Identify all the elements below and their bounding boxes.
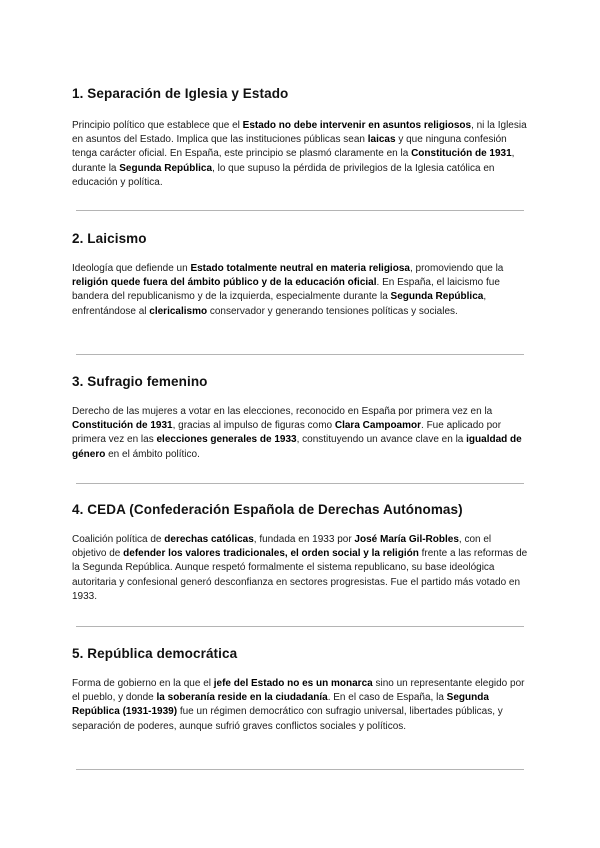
section-separacion-iglesia-estado [72, 86, 528, 190]
body-text: Derecho de las mujeres a votar en las elecciones, reconocido en España por primera vez en la [72, 406, 493, 417]
emphasized-text: José María Gil-Robles [354, 534, 459, 545]
section-sufragio-femenino [72, 374, 528, 462]
section-divider [76, 769, 524, 770]
body-text: , constituyendo un avance clave en la [296, 434, 467, 446]
section-body [72, 119, 528, 190]
emphasized-text: la soberanía reside en la ciudadanía [156, 692, 328, 704]
body-text: conservador y generando tensiones políticas y sociales. [207, 305, 458, 317]
section-republica-democratica [72, 646, 528, 734]
section-divider [76, 626, 524, 627]
section-title: 4. CEDA (Confederación Española de Derechas Autónomas) [72, 502, 463, 517]
emphasized-text: elecciones generales de 1933 [156, 434, 297, 446]
emphasized-text: clericalismo [149, 305, 208, 317]
section-title: 2. Laicismo [72, 231, 147, 246]
section-body [72, 405, 528, 462]
emphasized-text: Segunda República [390, 291, 484, 303]
emphasized-text: Estado totalmente neutral en materia religiosa [190, 263, 410, 274]
body-text: , durante la [72, 148, 515, 174]
body-text: en el ámbito político. [105, 448, 200, 460]
body-text: , enfrentándose al [72, 291, 487, 317]
section-ceda [72, 502, 528, 604]
body-text: , ni la Iglesia en asuntos del Estado. Implica que las instituciones públicas sean [72, 120, 527, 146]
section-body [72, 533, 528, 604]
body-text: fue un régimen democrático con sufragio universal, libertades públicas, y separación de poderes, aunque sufrió graves conflictos sociales y políticos. [72, 706, 503, 732]
emphasized-text: defender los valores tradicionales, el orden social y la religión [123, 548, 419, 560]
body-text: sino un representante elegido por el pueblo, y donde [72, 678, 525, 704]
section-divider [76, 354, 524, 355]
emphasized-text: Constitución de 1931 [72, 420, 173, 432]
section-laicismo [72, 231, 528, 319]
section-title: 1. Separación de Iglesia y Estado [72, 86, 289, 101]
body-text: , fundada en 1933 por [253, 534, 355, 545]
body-text: Principio político que establece que el [72, 120, 243, 131]
body-text: . Fue aplicado por primera vez en las [72, 420, 502, 446]
emphasized-text: Segunda República (1931-1939) [72, 692, 489, 718]
emphasized-text: igualdad de género [72, 434, 522, 460]
body-text: , con el objetivo de [72, 534, 492, 560]
emphasized-text: religión quede fuera del ámbito público y de la educación oficial [72, 277, 377, 289]
body-text: , lo que supuso la pérdida de privilegios de la Iglesia católica en educación y política. [72, 162, 495, 188]
body-text: Forma de gobierno en la que el [72, 678, 214, 689]
emphasized-text: Estado no debe intervenir en asuntos religiosos [242, 120, 472, 131]
section-title: 5. República democrática [72, 646, 238, 661]
section-body [72, 677, 528, 734]
body-text: y que ninguna confesión tenga carácter oficial. En España, este principio se plasmó claramente en la [72, 134, 507, 160]
section-title: 3. Sufragio femenino [72, 374, 208, 389]
body-text: . En España, el laicismo fue bandera del republicanismo y de la izquierda, especialmente durante la [72, 277, 500, 303]
emphasized-text: Constitución de 1931 [411, 148, 512, 160]
body-text: frente a las reformas de la Segunda República. Aunque respetó formalmente el sistema republicano, su base ideológica autoritaria y confesional generó desconfianza en sectores progresistas. Fue el partido más votado en 1933. [72, 548, 528, 602]
emphasized-text: jefe del Estado no es un monarca [213, 678, 373, 689]
section-body [72, 262, 528, 319]
body-text: Ideología que defiende un [72, 263, 191, 274]
emphasized-text: derechas católicas [164, 534, 254, 545]
emphasized-text: laicas [367, 134, 396, 146]
emphasized-text: Segunda República [119, 162, 213, 174]
body-text: . En el caso de España, la [327, 692, 447, 704]
body-text: Coalición política de [72, 534, 165, 545]
body-text: , promoviendo que la [409, 263, 504, 274]
section-divider [76, 210, 524, 211]
emphasized-text: Clara Campoamor [334, 420, 422, 432]
body-text: , gracias al impulso de figuras como [172, 420, 335, 432]
section-divider [76, 483, 524, 484]
